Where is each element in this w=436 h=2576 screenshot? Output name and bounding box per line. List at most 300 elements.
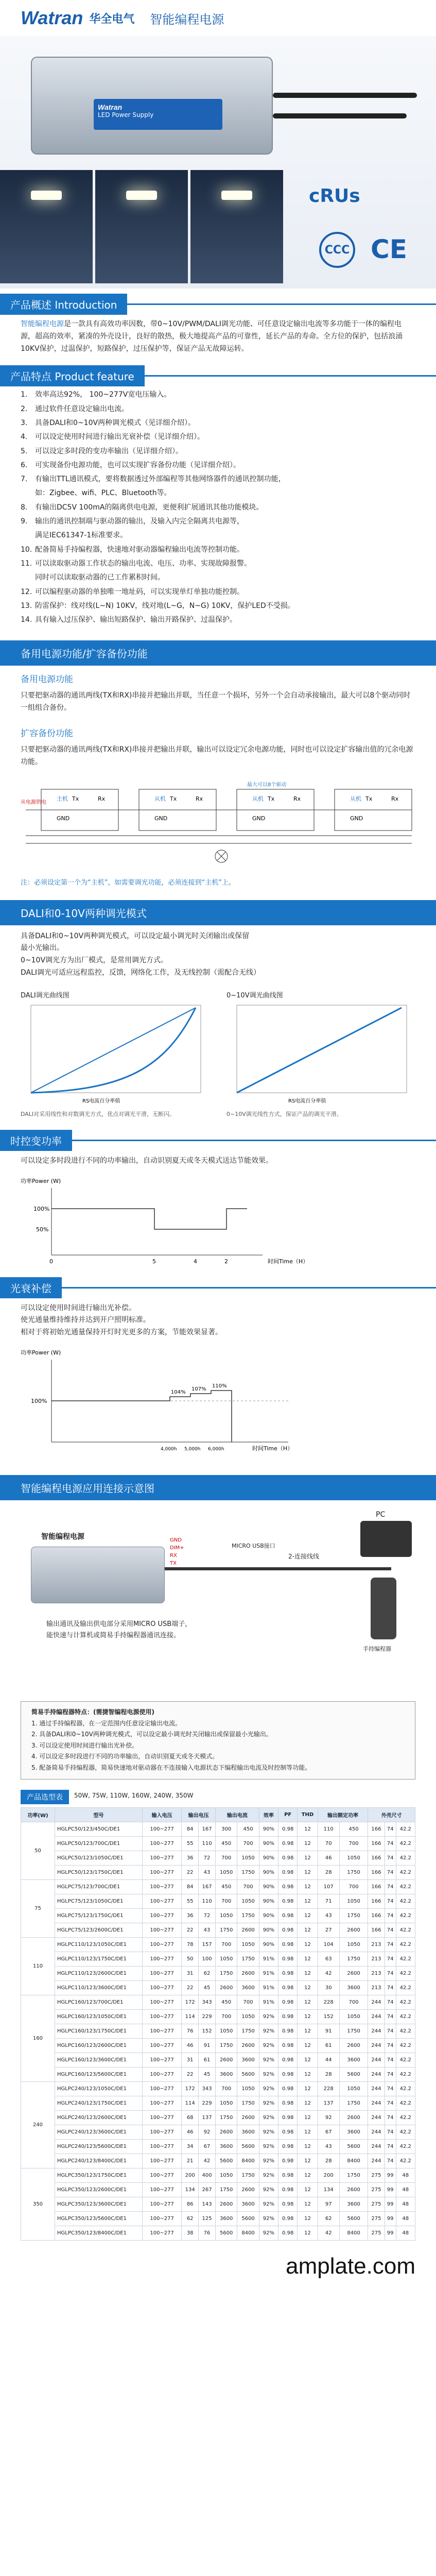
table-cell: HGLPC160/123/700C/DE1	[55, 1995, 143, 2009]
table-row	[21, 2038, 415, 2053]
table-cell: 100~277	[143, 1952, 182, 1966]
table-cell: 229	[199, 2096, 216, 2110]
table-row	[21, 2154, 415, 2168]
table-cell: 31	[182, 2053, 199, 2067]
feature-number: 3.	[21, 418, 28, 427]
feature-number: 4.	[21, 433, 28, 442]
table-cell: 42.2	[396, 2081, 415, 2096]
table-cell: 99	[385, 2168, 396, 2182]
table-cell: 74	[385, 2067, 396, 2081]
table-cell: 5600	[215, 2226, 237, 2240]
table-cell: 2600	[237, 2182, 259, 2197]
table-cell: 100~277	[143, 2110, 182, 2125]
tp-xtick-1: 5	[152, 1258, 156, 1265]
backup-text2: 只要把驱动器的通讯两线(TX和RX)串接并把输出并联，输出可以设定冗余电源功能，同时也可以设定扩容输出值的冗余电源功能。	[21, 745, 413, 766]
lightcomp-chart	[0, 1344, 436, 1465]
ce-cert-icon: CE	[371, 234, 407, 264]
table-cell: 91%	[259, 1995, 278, 2009]
table-cell: 700	[215, 1894, 237, 1908]
table-cell: 0.98	[278, 2067, 298, 2081]
table-cell: 0.98	[278, 1894, 298, 1908]
table-cell: 12	[298, 2182, 318, 2197]
table-cell: HGLPC350/123/2600C/DE1	[55, 2182, 143, 2197]
table-cell: 90%	[259, 1822, 278, 1836]
table-cell: 0.98	[278, 2009, 298, 2024]
table-cell: 42.2	[396, 2038, 415, 2053]
table-cell: 92%	[259, 2067, 278, 2081]
feature-number: 10.	[21, 545, 32, 554]
table-cell: 22	[182, 1980, 199, 1995]
feature-text: 具有输入过压保护、输出短路保护、输出开路保护、过温保护。	[35, 616, 237, 624]
dali-chart	[21, 990, 206, 1120]
table-cell: 0.98	[278, 1908, 298, 1923]
slave-label-2: 从机	[252, 795, 264, 802]
table-cell: 244	[368, 2053, 385, 2067]
lightcomp-line-3: 相对于将初始光通量保持开灯时光更多的方案，节能效果显著。	[21, 1328, 222, 1337]
feature-text: 如：Zigbee、wifi、PLC、Bluetooth等。	[35, 489, 171, 498]
table-cell: 2600	[237, 1966, 259, 1980]
table-cell: 244	[368, 1995, 385, 2009]
table-cell: 12	[298, 2009, 318, 2024]
table-cell: 90%	[259, 1908, 278, 1923]
laptop-icon	[360, 1521, 412, 1557]
table-cell: 44	[318, 2053, 339, 2067]
feature-text: 有输出TTL通讯模式，要将数据透过外部编程等其他网络器件的通讯控制功能，	[35, 475, 286, 484]
table-cell: 72	[199, 1908, 216, 1923]
model-spec-range: 50W, 75W, 110W, 160W, 240W, 350W	[74, 1791, 194, 1799]
table-cell: 62	[182, 2211, 199, 2226]
table-cell: HGLPC160/123/3600C/DE1	[55, 2053, 143, 2067]
table-cell: 110	[318, 1822, 339, 1836]
table-cell: 5600	[237, 2139, 259, 2154]
scene-photo-1	[0, 170, 93, 283]
app-usb-label: MICRO USB接口	[232, 1543, 275, 1549]
table-cell: 12	[298, 2024, 318, 2038]
table-cell: 92%	[259, 2154, 278, 2168]
features-tab	[0, 366, 436, 385]
brand-cn: 华全电气	[89, 12, 135, 26]
table-cell: 42.2	[396, 2053, 415, 2067]
table-cell: 167	[199, 1822, 216, 1836]
table-cell: 700	[237, 1836, 259, 1851]
table-row	[21, 2081, 415, 2096]
table-cell: 12	[298, 2053, 318, 2067]
table-cell: 0.98	[278, 2197, 298, 2211]
table-cell: 1750	[215, 2038, 237, 2053]
table-cell: 91	[318, 2024, 339, 2038]
table-row	[21, 1952, 415, 1966]
table-cell: 12	[298, 2139, 318, 2154]
header	[0, 0, 436, 36]
feature-number	[21, 486, 35, 500]
table-cell: HGLPC240/123/8400C/DE1	[55, 2154, 143, 2168]
table-cell: 42	[199, 2154, 216, 2168]
table-cell: 42.2	[396, 1908, 415, 1923]
label-line: LED Power Supply	[98, 111, 154, 118]
table-cell: 55	[182, 1836, 199, 1851]
table-header: 型号	[55, 1807, 143, 1822]
table-cell: 5600	[339, 2139, 368, 2154]
table-cell: 0.98	[278, 1836, 298, 1851]
feature-item	[21, 515, 415, 529]
table-cell: 42.2	[396, 1980, 415, 1995]
table-cell: 134	[182, 2182, 199, 2197]
table-power-cell: 350	[21, 2168, 55, 2240]
feature-item	[21, 585, 415, 599]
table-cell: 0.98	[278, 1923, 298, 1937]
lc-xtick-2: 5,000h	[184, 1447, 201, 1452]
table-row	[21, 2226, 415, 2240]
app-band: 智能编程电源应用连接示意图	[0, 1475, 436, 1500]
scene-photo-3	[190, 170, 283, 283]
table-cell: 74	[385, 1980, 396, 1995]
app-connect-label: 2-连接线线	[288, 1553, 319, 1560]
table-cell: 55	[182, 1894, 199, 1908]
table-header: 效率	[259, 1807, 278, 1822]
table-cell: 114	[182, 2096, 199, 2110]
table-cell: 213	[368, 1980, 385, 1995]
table-header: 输出电压	[182, 1807, 216, 1822]
table-cell: 12	[298, 1836, 318, 1851]
feature-item	[21, 416, 415, 430]
table-cell: 3600	[215, 2139, 237, 2154]
feature-item	[21, 445, 415, 459]
feature-item	[21, 543, 415, 557]
table-cell: 100~277	[143, 1995, 182, 2009]
table-cell: HGLPC160/123/5600C/DE1	[55, 2067, 143, 2081]
feature-item	[21, 459, 415, 472]
table-cell: 71	[318, 1894, 339, 1908]
table-cell: 2600	[237, 2038, 259, 2053]
table-cell: 0.98	[278, 1980, 298, 1995]
table-cell: 74	[385, 1923, 396, 1937]
table-cell: 100~277	[143, 2024, 182, 2038]
table-cell: 100~277	[143, 2067, 182, 2081]
table-cell: 92%	[259, 2211, 278, 2226]
table-cell: 244	[368, 2081, 385, 2096]
table-cell: 157	[199, 1937, 216, 1952]
table-cell: 22	[182, 1865, 199, 1879]
table-cell: 91	[199, 2038, 216, 2053]
table-cell: 34	[182, 2139, 199, 2154]
table-cell: HGLPC75/123/2600C/DE1	[55, 1923, 143, 1937]
table-cell: HGLPC75/123/700C/DE1	[55, 1879, 143, 1894]
cable-1	[273, 93, 417, 98]
table-cell: 100~277	[143, 2096, 182, 2110]
scene-photo-2	[95, 170, 188, 283]
table-cell: 2600	[339, 2182, 368, 2197]
table-cell: 50	[182, 1952, 199, 1966]
table-cell: 12	[298, 1879, 318, 1894]
table-cell: 213	[368, 1966, 385, 1980]
table-cell: 700	[339, 1995, 368, 2009]
table-cell: 1750	[237, 2096, 259, 2110]
table-cell: 1750	[339, 1908, 368, 1923]
model-table	[21, 1807, 415, 2241]
table-cell: 2600	[339, 2038, 368, 2053]
table-cell: 275	[368, 2182, 385, 2197]
table-cell: 92%	[259, 2168, 278, 2182]
table-cell: 38	[182, 2226, 199, 2240]
feature-item	[21, 501, 415, 515]
table-cell: 68	[182, 2110, 199, 2125]
table-cell: 244	[368, 2096, 385, 2110]
table-cell: 46	[318, 1851, 339, 1865]
table-cell: 67	[318, 2125, 339, 2139]
table-cell: 100~277	[143, 2182, 182, 2197]
table-cell: 1050	[215, 1865, 237, 1879]
table-cell: 1750	[215, 1923, 237, 1937]
lc-xtick-1: 4,000h	[161, 1447, 177, 1452]
table-header: 功率(W)	[21, 1807, 55, 1822]
table-cell: 63	[318, 1952, 339, 1966]
feature-text: 效率高达92%， 100~277V宽电压输入。	[35, 391, 171, 399]
table-cell: 92%	[259, 2009, 278, 2024]
table-cell: 3600	[339, 2197, 368, 2211]
table-cell: 48	[396, 2182, 415, 2197]
dimming-band: DALI和0-10V两种调光模式	[0, 900, 436, 925]
table-cell: 1050	[215, 1908, 237, 1923]
table-cell: 1050	[339, 2081, 368, 2096]
table-cell: 74	[385, 1836, 396, 1851]
table-cell: 1050	[237, 2009, 259, 2024]
table-row	[21, 2024, 415, 2038]
lc-bar-3: 110%	[212, 1383, 227, 1389]
feature-text: 可以编程驱动器的单独唯一地址码，可以实现单灯单独功能控制。	[35, 587, 244, 596]
table-cell: 92%	[259, 2182, 278, 2197]
table-cell: 28	[318, 1865, 339, 1879]
table-cell: 76	[182, 2024, 199, 2038]
table-cell: 100~277	[143, 2139, 182, 2154]
table-cell: HGLPC240/123/3600C/DE1	[55, 2125, 143, 2139]
table-cell: 213	[368, 1937, 385, 1952]
table-cell: 74	[385, 1879, 396, 1894]
lightcomp-tab-label: 光衰补偿	[0, 1277, 62, 1298]
table-cell: 99	[385, 2211, 396, 2226]
table-cell: 99	[385, 2197, 396, 2211]
table-cell: 100~277	[143, 1908, 182, 1923]
table-cell: 97	[318, 2197, 339, 2211]
table-cell: 244	[368, 2139, 385, 2154]
table-cell: 1050	[237, 1937, 259, 1952]
feature-item	[21, 486, 415, 500]
handheld-note-3: 3. 可以设定使用时间进行输出光补偿。	[31, 1741, 138, 1749]
handheld-note-2: 2. 具备DALI和0~10V两种调光模式，可以设定最小调光时关闭输出或保留最小光输出。	[31, 1731, 272, 1738]
table-cell: 43	[318, 2139, 339, 2154]
tx-label-1: Tx	[72, 795, 79, 802]
cable-2	[273, 113, 407, 118]
table-row	[21, 1908, 415, 1923]
table-cell: 12	[298, 2211, 318, 2226]
table-cell: 166	[368, 1908, 385, 1923]
table-cell: 700	[215, 1851, 237, 1865]
slave-label-3: 从机	[350, 795, 361, 802]
table-cell: 43	[318, 1908, 339, 1923]
table-cell: 100~277	[143, 1851, 182, 1865]
table-cell: 228	[318, 1995, 339, 2009]
table-cell: 12	[298, 2154, 318, 2168]
table-row	[21, 2009, 415, 2024]
dali-caption: DALI对采用线性和对数调光方式，优点对调光平滑，无断闪。	[21, 1110, 176, 1117]
table-cell: 91%	[259, 1980, 278, 1995]
table-cell: 99	[385, 2226, 396, 2240]
lc-xlabel: 时间Time（H）	[252, 1445, 293, 1452]
table-cell: HGLPC50/123/450C/DE1	[55, 1822, 143, 1836]
table-cell: 700	[215, 2081, 237, 2096]
table-cell: 12	[298, 1865, 318, 1879]
table-row	[21, 2139, 415, 2154]
table-cell: 28	[318, 2067, 339, 2081]
features-tab-label: 产品特点 Product feature	[0, 365, 145, 386]
feature-text: 同时可以读取驱动器的已工作累积时间。	[35, 573, 165, 582]
table-cell: 700	[215, 1937, 237, 1952]
feature-text: 可以设定使用时间进行输出光衰补偿（见详细介绍）。	[35, 433, 204, 442]
table-cell: 0.98	[278, 1851, 298, 1865]
table-cell: 1050	[215, 2096, 237, 2110]
table-cell: 3600	[237, 2053, 259, 2067]
table-cell: 244	[368, 2024, 385, 2038]
table-cell: HGLPC110/123/1750C/DE1	[55, 1952, 143, 1966]
table-cell: 78	[182, 1937, 199, 1952]
tx-label-2: Tx	[170, 795, 177, 802]
master-label: 主机	[57, 795, 68, 802]
table-cell: 86	[182, 2197, 199, 2211]
table-cell: 42.2	[396, 2139, 415, 2154]
table-cell: 48	[396, 2226, 415, 2240]
table-cell: 275	[368, 2168, 385, 2182]
rx-label-4: Rx	[391, 795, 399, 802]
table-cell: 42	[318, 2226, 339, 2240]
table-cell: 0.98	[278, 1966, 298, 1980]
app-driver-photo	[31, 1547, 165, 1603]
lightcomp-text	[0, 1297, 436, 1344]
table-cell: 166	[368, 1822, 385, 1836]
footer-site: amplate.com	[286, 2253, 415, 2279]
table-cell: 450	[215, 1836, 237, 1851]
table-cell: 36	[182, 1908, 199, 1923]
table-row	[21, 2067, 415, 2081]
handheld-note-4: 4. 可以设定多时段进行不同的功率输出，自动识别夏天或冬天模式。	[31, 1753, 219, 1760]
table-cell: 244	[368, 2110, 385, 2125]
table-cell: 700	[237, 1995, 259, 2009]
table-cell: 100~277	[143, 1980, 182, 1995]
table-cell: 92%	[259, 2081, 278, 2096]
table-cell: 36	[182, 1851, 199, 1865]
table-row	[21, 2168, 415, 2182]
table-cell: 0.98	[278, 2182, 298, 2197]
tp-xtick-2: 4	[194, 1258, 197, 1265]
table-cell: HGLPC50/123/1050C/DE1	[55, 1851, 143, 1865]
table-cell: 100~277	[143, 2154, 182, 2168]
analog-xlabel: RS电流百分率值	[288, 1098, 326, 1104]
table-cell: 100~277	[143, 1836, 182, 1851]
feature-number: 8.	[21, 503, 28, 512]
table-row	[21, 2197, 415, 2211]
table-cell: 92%	[259, 2226, 278, 2240]
table-cell: 12	[298, 1908, 318, 1923]
table-cell: 1750	[237, 1952, 259, 1966]
table-cell: 42.2	[396, 2154, 415, 2168]
feature-item	[21, 599, 415, 613]
table-cell: 74	[385, 1908, 396, 1923]
wire-dim: DIM+	[170, 1545, 184, 1551]
table-cell: 0.98	[278, 2168, 298, 2182]
table-cell: 74	[385, 2024, 396, 2038]
table-cell: 8400	[339, 2226, 368, 2240]
feature-item	[21, 529, 415, 543]
table-cell: HGLPC110/123/3600C/DE1	[55, 1980, 143, 1995]
table-header: 输入电压	[143, 1807, 182, 1822]
table-cell: 114	[182, 2009, 199, 2024]
table-cell: 12	[298, 1851, 318, 1865]
feature-text: 可以设定多时段的变功率输出（见详细介绍）。	[35, 447, 183, 455]
table-cell: 12	[298, 1952, 318, 1966]
lc-xtick-3: 6,000h	[208, 1447, 224, 1452]
table-cell: 92%	[259, 2024, 278, 2038]
table-cell: 3600	[215, 2067, 237, 2081]
table-cell: 90%	[259, 1894, 278, 1908]
dimming-line-4: DALI调光可适应远程监控，反馈，网络化工作，及无线控制（需配合无线）	[21, 969, 261, 977]
table-cell: 1750	[215, 1966, 237, 1980]
table-cell: 48	[396, 2168, 415, 2182]
table-cell: 12	[298, 1980, 318, 1995]
table-cell: 100~277	[143, 2168, 182, 2182]
feature-number: 2.	[21, 404, 28, 413]
table-cell: 0.98	[278, 1937, 298, 1952]
dimming-charts	[0, 985, 436, 1125]
feature-text: 输出的通讯控制端与驱动器的输出，及输入内完全隔离共电源等，	[35, 517, 244, 526]
table-cell: 42.2	[396, 1952, 415, 1966]
table-cell: 229	[199, 2009, 216, 2024]
table-cell: 167	[199, 1879, 216, 1894]
intro-body: 是一款具有高效功率因数，带0~10V/PWM/DALI调光功能、可任意设定输出电流等多功能于一体的编程电源，超高的效率，紧凑的外壳设计，良好的散热，极大地提高产品的可靠性，延长产品的寿命。全方位的保护，包括浪涌10KV保护，过温保护，短路保护，过压保护等，保证产品无故障运转。	[21, 320, 403, 353]
table-cell: 2600	[215, 2197, 237, 2211]
table-cell: 1750	[215, 2182, 237, 2197]
table-cell: 244	[368, 2125, 385, 2139]
table-cell: 3600	[215, 2211, 237, 2226]
tx-label-3: Tx	[268, 795, 275, 802]
table-power-cell: 160	[21, 1995, 55, 2081]
table-cell: 244	[368, 2009, 385, 2024]
table-cell: 0.98	[278, 2024, 298, 2038]
tx-label-4: Tx	[365, 795, 373, 802]
table-cell: 74	[385, 2038, 396, 2053]
handheld-note-5: 5. 配备简易手持编程器，简易快速地对驱动器在不连接输入电源状态下编程输出电流及时控制等功能。	[31, 1764, 311, 1771]
table-cell: 1050	[237, 1851, 259, 1865]
table-cell: 91%	[259, 1952, 278, 1966]
table-cell: 48	[396, 2197, 415, 2211]
handheld-programmer-icon	[371, 1578, 396, 1639]
table-row	[21, 1937, 415, 1952]
table-cell: 100~277	[143, 1923, 182, 1937]
app-prog-label: 智能编程电源	[41, 1533, 84, 1541]
feature-number: 9.	[21, 517, 28, 526]
table-power-cell: 110	[21, 1937, 55, 1995]
rx-label-1: Rx	[98, 795, 106, 802]
table-cell: HGLPC240/123/1050C/DE1	[55, 2081, 143, 2096]
table-cell: 166	[368, 1865, 385, 1879]
table-cell: 100~277	[143, 1937, 182, 1952]
table-cell: 90%	[259, 1836, 278, 1851]
table-cell: 12	[298, 2125, 318, 2139]
table-cell: 12	[298, 2226, 318, 2240]
table-cell: 275	[368, 2211, 385, 2226]
table-cell: HGLPC110/123/1050C/DE1	[55, 1937, 143, 1952]
table-cell: 92%	[259, 2053, 278, 2067]
table-cell: 1050	[339, 1937, 368, 1952]
table-cell: 72	[199, 1851, 216, 1865]
tp-xlabel: 时间Time（H）	[268, 1258, 309, 1265]
